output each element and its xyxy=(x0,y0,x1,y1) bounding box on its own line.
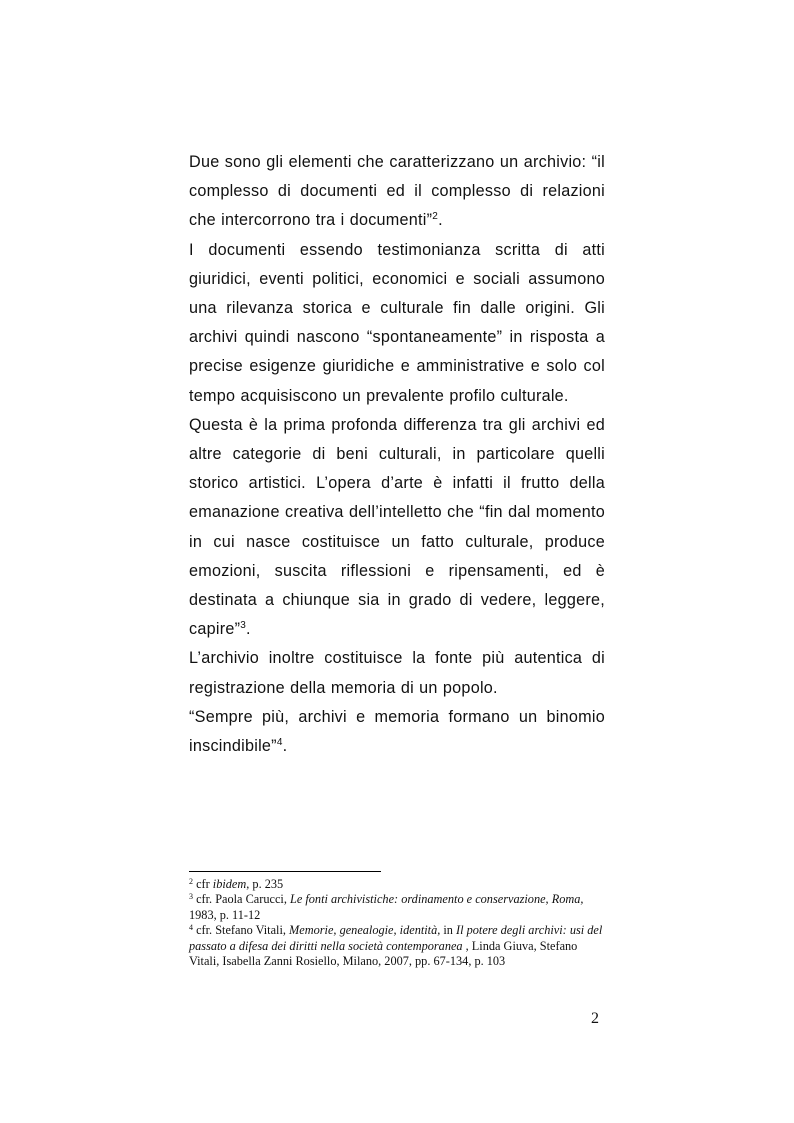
footnote-italic: Le fonti archivistiche: ordinamento e conservazione, Roma, xyxy=(289,892,584,907)
footnote-text: cfr. Stefano Vitali, xyxy=(193,923,290,938)
footnote-3 xyxy=(189,892,605,923)
paragraph-1 xyxy=(189,148,605,236)
footnote-text: , Linda Giuva, Stefano Vitali, Isabella Zanni Rosiello, Milano, 2007, pp. 67-134, p. 103 xyxy=(189,938,578,969)
footnote-ref-4[interactable]: 4 xyxy=(276,737,283,749)
footnote-number: 3 xyxy=(189,892,193,902)
footnote-text: cfr xyxy=(193,877,213,891)
footnote-italic: Il potere degli archivi: usi del passato a difesa dei diritti nella società contemporanea xyxy=(189,923,603,953)
footnote-ref-2[interactable]: 2 xyxy=(432,211,439,223)
footnote-italic: ibidem xyxy=(212,877,247,891)
footnote-4 xyxy=(189,923,605,969)
body-text xyxy=(189,148,605,761)
paragraph-1-text: Due sono gli elementi che caratterizzano un archivio: “il complesso di documenti ed il complesso di relazioni che intercorrono tra i documenti” xyxy=(189,153,605,230)
footnote-2 xyxy=(189,877,605,892)
footnote-number: 2 xyxy=(189,877,193,886)
paragraph-5-end: . xyxy=(282,737,288,756)
footnote-text: 1983, p. 11-12 xyxy=(189,907,261,922)
paragraph-5-text: “Sempre più, archivi e memoria formano un binomio inscindibile” xyxy=(189,707,605,756)
paragraph-2: I documenti essendo testimonianza scritta di atti giuridici, eventi politici, economici e sociali assumono una rilevanza storica e culturale fin dalle origini. Gli archivi quindi nascono “spontaneamente” in risposta a precise esigenze giuridiche e amministrative e solo col tempo acquisiscono un prevalente profilo culturale. xyxy=(189,240,605,405)
footnote-ref-3[interactable]: 3 xyxy=(240,620,247,632)
footnote-text: in xyxy=(440,923,457,938)
footnote-italic: Memorie, genealogie, identità, xyxy=(289,923,441,938)
footnotes xyxy=(189,877,605,969)
paragraph-3-text: Questa è la prima profonda differenza tra gli archivi ed altre categorie di beni culturali, in particolare quelli storico artistici. L’opera d’arte è infatti il frutto della emanazione creativa dell’intelletto che “fin dal momento in cui nasce costituisce un fatto culturale, produce emozioni, suscita riflessioni e ripensamenti, ed è destinata a chiunque sia in grado di vedere, leggere, capire” xyxy=(189,415,605,639)
page-number: 2 xyxy=(591,1010,599,1027)
paragraph-3 xyxy=(189,411,605,645)
paragraph-5 xyxy=(189,703,605,761)
paragraph-1-end: . xyxy=(438,211,443,230)
footnote-number: 4 xyxy=(189,923,193,933)
paragraph-4: L’archivio inoltre costituisce la fonte più autentica di registrazione della memoria di un popolo. xyxy=(189,649,605,697)
paragraph-3-end: . xyxy=(246,620,251,639)
footnote-separator xyxy=(189,871,381,872)
footnote-text: , p. 235 xyxy=(246,877,284,891)
footnote-text: cfr. Paola Carucci, xyxy=(193,892,290,907)
